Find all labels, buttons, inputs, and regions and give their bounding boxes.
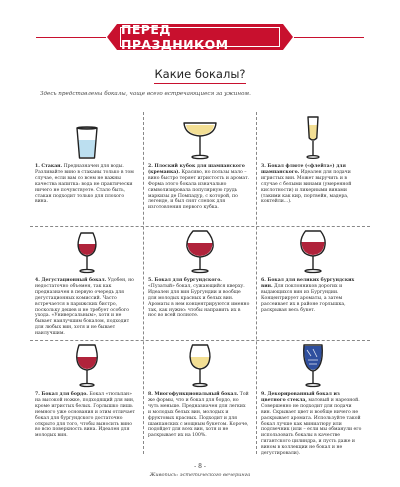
burgundy-glass-icon	[184, 230, 216, 274]
glass-title: 6. Бокал для великих бургундских вин.	[261, 278, 355, 289]
banner-rule-right	[294, 37, 364, 38]
glass-title: 1. Стакан.	[35, 164, 63, 169]
glass-title: 3. Бокал флюте («флейта») для шампанского.	[261, 164, 346, 175]
glass-description	[261, 164, 363, 224]
subtitle-text: Какие бокалы?	[154, 67, 245, 84]
banner-rule-left	[36, 37, 106, 38]
glass-description	[35, 392, 137, 452]
universal-glass-icon	[187, 344, 213, 388]
glass-text: Предназначен для воды. Разливайте вино в стаканы только в том случае, если вам со всем не важны качества напитка: вода не практически ничего не почувствуете. Стало быть, стакан подходит только для плохого вина.	[35, 164, 134, 205]
glass-title: 9. Декорированный бокал из цветного стекла,	[261, 392, 340, 403]
glass-description	[148, 278, 250, 338]
glass-card-grand-burgundy	[256, 226, 369, 340]
glass-card-burgundy	[143, 226, 256, 340]
glass-title: 2. Плоский кубок для шампанского (креманка).	[148, 164, 245, 175]
glass-title: 7. Бокал для бордо.	[35, 392, 88, 397]
glass-text: матовый и нарезной. Совершенно не подходит для подачи вин. Скрывает цвет и вообще ничего не раскрывает аромата. Используйте такой бокал лучше как миниатюру или подсвечник (или – если мы обманули его использовать бокалы в качестве гигантского цилиндра, и пусть даже и вином в коллекции не бокал и не дегустировали).	[261, 397, 362, 457]
glasses-grid	[30, 112, 370, 457]
banner-title: ПЕРЕД ПРАЗДНИКОМ	[120, 27, 280, 47]
glass-text: Для поклонников дорогих и выдающихся вин из Бургундии. Концентрирует ароматы, а затем рассеивает их в районе горлышка, раскрывая весь букет.	[261, 283, 346, 313]
glass-card-coupe	[143, 112, 256, 226]
glass-title: 8. Многофункциональный бокал.	[148, 392, 239, 397]
glass-text: Удобен, но недостаточно объемен, так как предназначен в первую очередь для дегустационных комиссий. Часто встречается в парижских бистро, поскольку дешев и не требует особого ухода. «Универсальным», хотя и не бывает наилучшим бокалом, подходит для любых вин, хотя и не бывает наилучшим.	[35, 278, 134, 337]
glass-text: Той же формы, что и бокал для бордо, но чуть меньше. Предназначен для легких и молодых белых вин, молодых и фруктовых красных. Подходит и для шампанских с мощным букетом. Короче, подойдет для всех вин, хотя и не раскрывает их на 100%.	[148, 392, 249, 439]
section-subtitle	[0, 67, 400, 81]
bordeaux-glass-icon	[74, 344, 100, 388]
glass-card-tasting	[30, 226, 143, 340]
page-number: - 8 -	[194, 463, 206, 470]
tumbler-glass-icon	[72, 126, 102, 160]
decorated-glass-icon	[301, 344, 325, 388]
glass-text: Красиво, но пользы мало – вино быстро теряет игристость и аромат. Форма этого бокала изначально символизировала популярную грудь маркизы де Помпадур, с которой, по легенде, и был снят слепок для изготовления первого кубка.	[148, 169, 250, 211]
glass-card-universal	[143, 340, 256, 454]
glass-description	[35, 164, 137, 224]
glass-description	[148, 392, 250, 452]
glass-text: Бокал «тюльпан» на высокой ножке, подходящий для вин, кроме игристых белых. Горлышко лишь немного уже основания и этим отличает бокал для бургундского достаточно открыто для того, чтобы выносить вино во всю поверхность вина. Идеален для молодых вин.	[35, 392, 135, 439]
chapter-banner	[0, 24, 400, 50]
flute-glass-icon	[302, 116, 324, 160]
glass-text: Идеален для подачи игристых вин. Может выручить и в случае с белыми винами (умеренной кислотности) и ликерными винами (такими как кир, портвейн, мадера, коктейли...).	[261, 169, 352, 205]
glass-description	[35, 278, 137, 338]
tasting-glass-icon	[74, 232, 100, 274]
intro-text: Здесь представлены бокалы, чаще всего встречающиеся за ужином.	[40, 91, 251, 97]
glass-description	[261, 278, 363, 338]
banner-ribbon	[117, 24, 283, 50]
glass-card-bordeaux	[30, 340, 143, 454]
coupe-glass-icon	[182, 120, 218, 160]
glass-card-flute	[256, 112, 369, 226]
grand-burgundy-glass-icon	[298, 230, 328, 274]
glass-description	[148, 164, 250, 224]
glass-card-tumbler	[30, 112, 143, 226]
glass-description	[261, 392, 363, 457]
book-title: Живопись: эстетического вечеринга	[149, 472, 251, 478]
glass-title: 5. Бокал для бургундского.	[148, 278, 222, 283]
glass-card-decorated	[256, 340, 369, 457]
glass-title: 4. Дегустационный бокал.	[35, 278, 107, 283]
glass-text: «Пузатый» бокал, сужающийся кверху. Идеален для вин Бургундии и вообще для молодых красных и белых вин. Ароматы в нем концентрируются именно так, как нужно: чтобы направить их в нос во всей полноте.	[148, 283, 250, 319]
